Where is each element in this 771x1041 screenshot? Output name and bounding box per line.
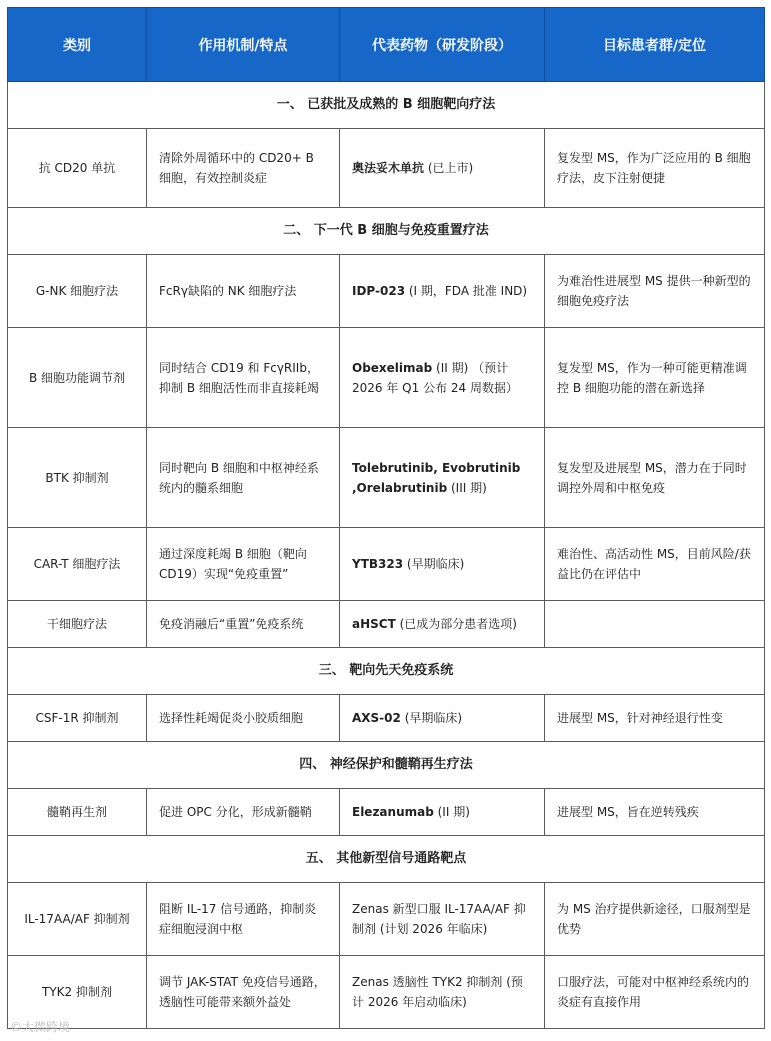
cell-target: 口服疗法，可能对中枢神经系统内的炎症有直接作用	[545, 956, 765, 1029]
cell-category: B 细胞功能调节剂	[8, 328, 147, 428]
cell-mechanism: 清除外周循环中的 CD20+ B 细胞，有效控制炎症	[147, 129, 340, 208]
section-title: 四、 神经保护和髓鞘再生疗法	[8, 742, 765, 789]
cell-drug	[340, 428, 545, 528]
section-title: 二、 下一代 B 细胞与免疫重置疗法	[8, 208, 765, 255]
table-row	[8, 328, 765, 428]
drug-note: (II 期) （预计 2026 年 Q1 公布 24 周数据）	[352, 360, 518, 395]
section-title: 三、 靶向先天免疫系统	[8, 648, 765, 695]
table-row	[8, 695, 765, 742]
table-row	[8, 528, 765, 601]
table-row	[8, 789, 765, 836]
cell-category: BTK 抑制剂	[8, 428, 147, 528]
drug-name: YTB323	[352, 557, 404, 571]
drug-note: Zenas 新型口服 IL-17AA/AF 抑制剂 (计划 2026 年临床)	[352, 902, 526, 936]
cell-drug	[340, 129, 545, 208]
cell-mechanism: 选择性耗竭促炎小胶质细胞	[147, 695, 340, 742]
cell-mechanism: 调节 JAK-STAT 免疫信号通路，透脑性可能带来额外益处	[147, 956, 340, 1029]
cell-mechanism: 阻断 IL-17 信号通路，抑制炎症细胞浸润中枢	[147, 883, 340, 956]
drug-name: IDP-023	[352, 284, 406, 298]
cell-target: 复发型 MS，作为一种可能更精准调控 B 细胞功能的潜在新选择	[545, 328, 765, 428]
table-row	[8, 883, 765, 956]
cell-target: 复发型及进展型 MS，潜力在于同时调控外周和中枢免疫	[545, 428, 765, 528]
cell-target: 为难治性进展型 MS 提供一种新型的细胞免疫疗法	[545, 255, 765, 328]
drug-note: Zenas 透脑性 TYK2 抑制剂 (预计 2026 年启动临床)	[352, 975, 523, 1009]
drug-name: aHSCT	[352, 617, 396, 631]
ms-therapy-table	[7, 7, 765, 1029]
cell-drug	[340, 328, 545, 428]
cell-drug	[340, 255, 545, 328]
cell-mechanism: 促进 OPC 分化，形成新髓鞘	[147, 789, 340, 836]
section-row	[8, 208, 765, 255]
drug-note: (III 期)	[447, 480, 487, 495]
section-row	[8, 648, 765, 695]
cell-target: 难治性、高活动性 MS，目前风险/获益比仍在评估中	[545, 528, 765, 601]
cell-target: 复发型 MS，作为广泛应用的 B 细胞疗法，皮下注射便捷	[545, 129, 765, 208]
cell-drug	[340, 601, 545, 648]
cell-category: 干细胞疗法	[8, 601, 147, 648]
drug-note: (已成为部分患者选项)	[395, 617, 517, 631]
drug-name: Tolebrutinib, Evobrutinib ,Orelabrutinib	[352, 460, 521, 495]
section-row	[8, 742, 765, 789]
cell-drug	[340, 528, 545, 601]
cell-category: IL-17AA/AF 抑制剂	[8, 883, 147, 956]
cell-target: 进展型 MS，针对神经退行性变	[545, 695, 765, 742]
cell-category: G-NK 细胞疗法	[8, 255, 147, 328]
cell-target: 进展型 MS，旨在逆转残疾	[545, 789, 765, 836]
cell-category: CSF-1R 抑制剂	[8, 695, 147, 742]
cell-target: 为 MS 治疗提供新途径，口服剂型是优势	[545, 883, 765, 956]
drug-name: Elezanumab	[352, 805, 434, 819]
header-row	[8, 8, 765, 82]
cell-category: TYK2 抑制剂	[8, 956, 147, 1029]
cell-target	[545, 601, 765, 648]
section-row	[8, 82, 765, 129]
cell-mechanism: 免疫消融后“重置”免疫系统	[147, 601, 340, 648]
drug-note: (I 期，FDA 批准 IND)	[405, 284, 528, 298]
cell-category: 髓鞘再生剂	[8, 789, 147, 836]
cell-mechanism: 同时结合 CD19 和 FcγRIIb，抑制 B 细胞活性而非直接耗竭	[147, 328, 340, 428]
cell-drug	[340, 883, 545, 956]
cell-drug	[340, 956, 545, 1029]
drug-name: AXS-02	[352, 711, 401, 725]
cell-drug	[340, 789, 545, 836]
drug-note: (早期临床)	[403, 557, 465, 571]
header-drug: 代表药物（研发阶段）	[340, 8, 545, 82]
table-row	[8, 956, 765, 1029]
cell-mechanism: 同时靶向 B 细胞和中枢神经系统内的髓系细胞	[147, 428, 340, 528]
cell-mechanism: FcRγ缺陷的 NK 细胞疗法	[147, 255, 340, 328]
cell-category: CAR-T 细胞疗法	[8, 528, 147, 601]
cell-category: 抗 CD20 单抗	[8, 129, 147, 208]
drug-name: 奥法妥木单抗	[352, 161, 425, 175]
drug-note: (早期临床)	[400, 711, 463, 725]
header-mechanism: 作用机制/特点	[147, 8, 340, 82]
drug-note: (已上市)	[424, 161, 474, 175]
section-row	[8, 836, 765, 883]
drug-name: Obexelimab	[352, 360, 433, 375]
cell-mechanism: 通过深度耗竭 B 细胞（靶向 CD19）实现“免疫重置”	[147, 528, 340, 601]
cell-drug	[340, 695, 545, 742]
watermark: ©大微跨境	[10, 1020, 71, 1034]
section-title: 五、 其他新型信号通路靶点	[8, 836, 765, 883]
header-category: 类别	[8, 8, 147, 82]
table-row	[8, 601, 765, 648]
drug-note: (II 期)	[433, 805, 470, 819]
table-row	[8, 428, 765, 528]
section-title: 一、 已获批及成熟的 B 细胞靶向疗法	[8, 82, 765, 129]
table-row	[8, 129, 765, 208]
header-target: 目标患者群/定位	[545, 8, 765, 82]
table-row	[8, 255, 765, 328]
